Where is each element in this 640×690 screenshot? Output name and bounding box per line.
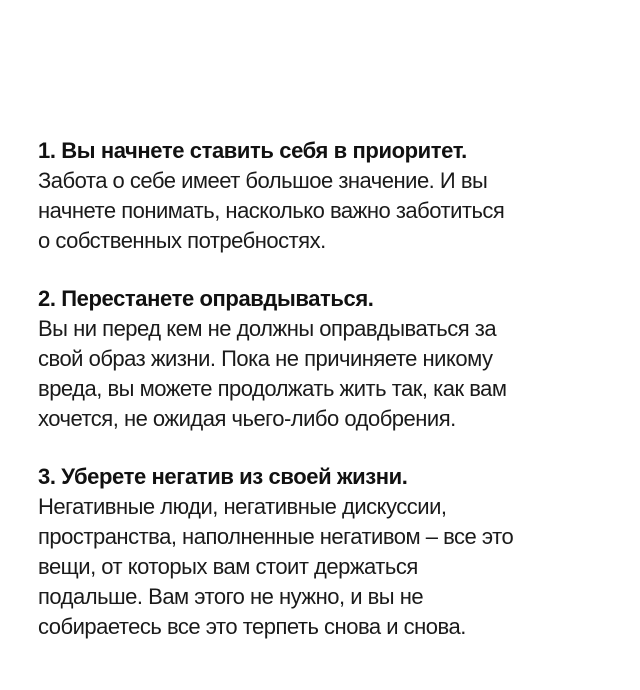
section-3 — [38, 462, 618, 642]
section-text-line: хочется, не ожидая чьего-либо одобрения. — [38, 406, 456, 431]
section-1 — [38, 136, 618, 256]
section-2 — [38, 284, 618, 434]
section-heading: 3. Уберете негатив из своей жизни. — [38, 464, 408, 489]
section-text-line: подальше. Вам этого не нужно, и вы не — [38, 584, 424, 609]
section-text-line: Вы ни перед кем не должны оправдываться за — [38, 316, 497, 341]
section-text-line: вещи, от которых вам стоит держаться — [38, 554, 418, 579]
section-text-line: начнете понимать, насколько важно заботиться — [38, 198, 505, 223]
section-text-line: пространства, наполненные негативом – все это — [38, 524, 514, 549]
section-text-line: о собственных потребностях. — [38, 228, 326, 253]
section-text-line: Забота о себе имеет большое значение. И вы — [38, 168, 488, 193]
section-heading: 1. Вы начнете ставить себя в приоритет. — [38, 138, 467, 163]
article-body — [38, 136, 618, 642]
section-heading: 2. Перестанете оправдываться. — [38, 286, 374, 311]
section-text-line: Негативные люди, негативные дискуссии, — [38, 494, 447, 519]
section-text-line: свой образ жизни. Пока не причиняете никому — [38, 346, 493, 371]
section-text-line: вреда, вы можете продолжать жить так, как вам — [38, 376, 507, 401]
section-text-line: собираетесь все это терпеть снова и снова. — [38, 614, 466, 639]
